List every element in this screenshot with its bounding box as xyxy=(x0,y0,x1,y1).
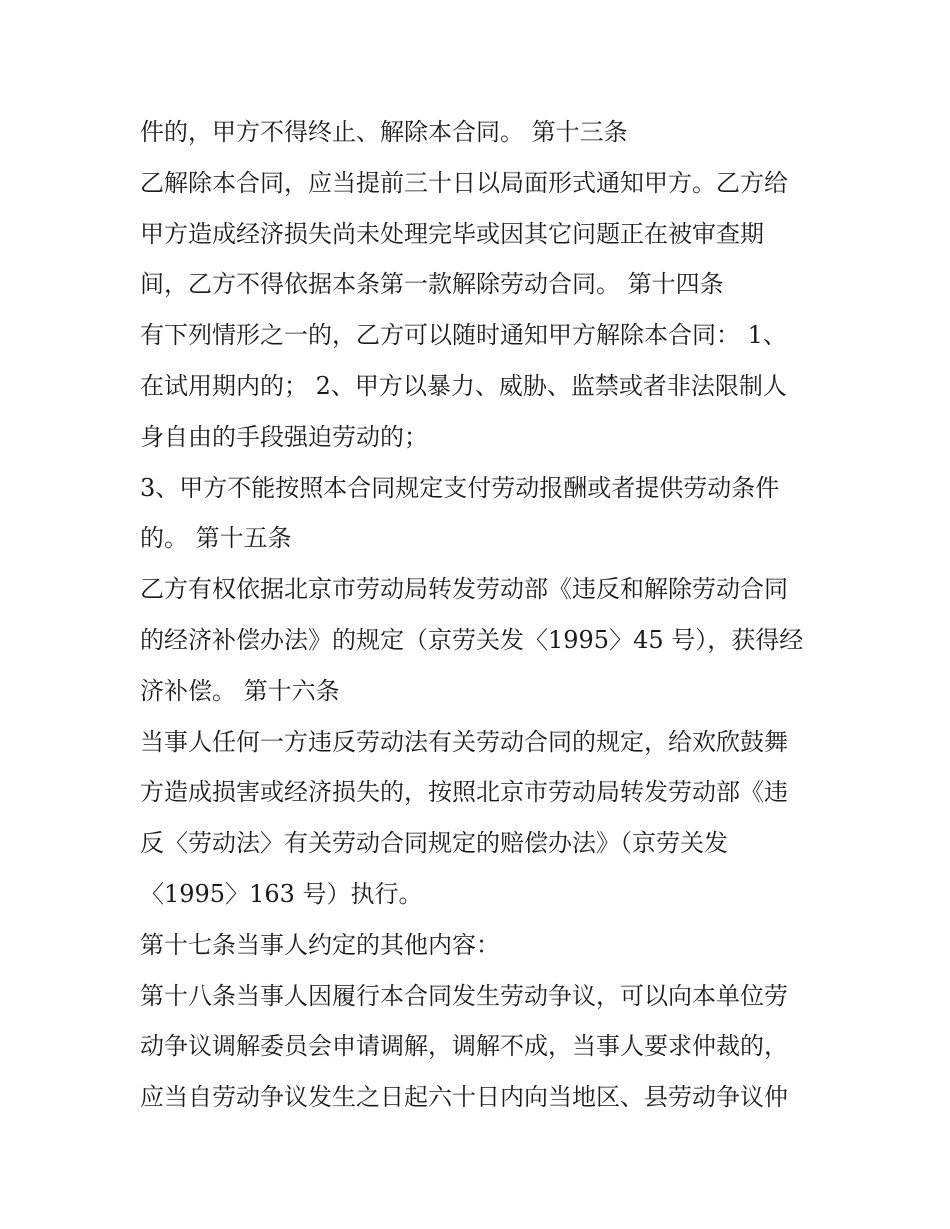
text-line: 的经济补偿办法》的规定（京劳关发〈1995〉45 号），获得经 xyxy=(140,625,804,654)
text-line: 动争议调解委员会申请调解，调解不成，当事人要求仲裁的， xyxy=(140,1032,788,1061)
text-line: 乙方有权依据北京市劳动局转发劳动部《违反和解除劳动合同 xyxy=(140,575,788,604)
text-line: 第十八条当事人因履行本合同发生劳动争议，可以向本单位劳 xyxy=(140,981,788,1010)
text-line: 3、甲方不能按照本合同规定支付劳动报酬或者提供劳动条件 xyxy=(140,473,780,502)
text-line: 乙解除本合同，应当提前三十日以局面形式通知甲方。乙方给 xyxy=(140,168,788,197)
text-line: 件的，甲方不得终止、解除本合同。 第十三条 xyxy=(140,118,628,146)
text-line: 反〈劳动法〉有关劳动合同规定的赔偿办法》（京劳关发 xyxy=(140,829,728,858)
text-line: 有下列情形之一的，乙方可以随时通知甲方解除本合同： 1、 xyxy=(140,321,787,350)
text-line: 的。 第十五条 xyxy=(140,524,292,553)
text-line: 当事人任何一方违反劳动法有关劳动合同的规定，给欢欣鼓舞 xyxy=(140,727,788,756)
text-line: 间，乙方不得依据本条第一款解除劳动合同。 第十四条 xyxy=(140,270,724,299)
text-line: 甲方造成经济损失尚未处理完毕或因其它问题正在被审查期 xyxy=(140,219,764,248)
contract-text-body xyxy=(140,107,830,1123)
text-line: 济补偿。 第十六条 xyxy=(140,676,340,705)
text-line: 身自由的手段强迫劳动的； xyxy=(140,422,428,451)
text-line: 〈1995〉163 号）执行。 xyxy=(140,879,423,908)
text-line: 应当自劳动争议发生之日起六十日内向当地区、县劳动争议仲 xyxy=(140,1083,788,1112)
text-line: 在试用期内的； 2、甲方以暴力、威胁、监禁或者非法限制人 xyxy=(140,371,787,400)
text-line: 第十七条当事人约定的其他内容： xyxy=(140,930,500,959)
text-line: 方造成损害或经济损失的，按照北京市劳动局转发劳动部《违 xyxy=(140,778,788,807)
